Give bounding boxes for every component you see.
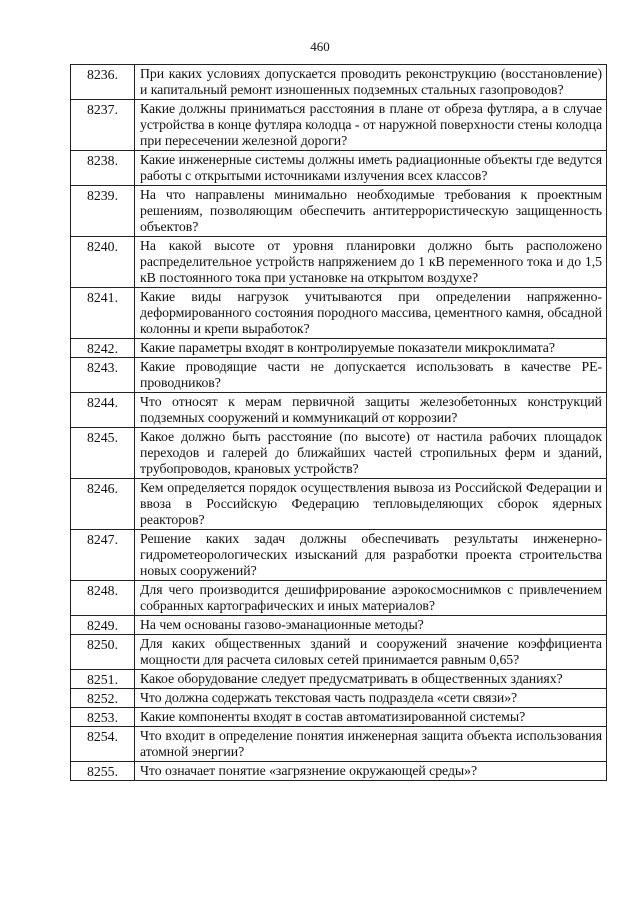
question-text: Что должна содержать текстовая часть подраздела «сети связи»? <box>135 689 607 708</box>
question-text: Для каких общественных зданий и сооружений значение коэффициента мощности для расчета силовых сетей принимается равным 0,65? <box>135 635 607 670</box>
question-text: Какие параметры входят в контролируемые показатели микроклимата? <box>135 339 607 358</box>
table-row <box>71 635 607 670</box>
question-text: Кем определяется порядок осуществления вывоза из Российской Федерации и ввоза в Российскую Федерацию тепловыделяющих сборок ядерных реакторов? <box>135 479 607 530</box>
table-row <box>71 479 607 530</box>
table-row <box>71 151 607 186</box>
question-number: 8246. <box>71 479 135 530</box>
question-text: Какое оборудование следует предусматривать в общественных зданиях? <box>135 670 607 689</box>
question-text: Решение каких задач должны обеспечивать результаты инженерно-гидрометеорологических изысканий для разработки проекта строительства новых сооружений? <box>135 530 607 581</box>
question-number: 8247. <box>71 530 135 581</box>
question-text: Что относят к мерам первичной защиты железобетонных конструкций подземных сооружений и коммуникаций от коррозии? <box>135 393 607 428</box>
question-text: Для чего производится дешифрирование аэрокосмоснимков с привлечением собранных картографических и иных материалов? <box>135 581 607 616</box>
question-text: Какие виды нагрузок учитываются при определении напряженно-деформированного состояния породного массива, цементного камня, обсадной колонны и крепи выработок? <box>135 288 607 339</box>
table-row <box>71 393 607 428</box>
question-text: На что направлены минимально необходимые требования к проектным решениям, позволяющим обеспечить антитеррористическую защищенность объектов? <box>135 186 607 237</box>
table-row <box>71 689 607 708</box>
question-number: 8251. <box>71 670 135 689</box>
question-number: 8244. <box>71 393 135 428</box>
question-number: 8245. <box>71 428 135 479</box>
question-number: 8242. <box>71 339 135 358</box>
table-row <box>71 670 607 689</box>
question-number: 8255. <box>71 762 135 781</box>
questions-table-body <box>71 65 607 781</box>
question-number: 8240. <box>71 237 135 288</box>
question-text: Какие должны приниматься расстояния в плане от обреза футляра, а в случае устройства в конце футляра колодца - от наружной поверхности стены колодца при пересечении железной дороги? <box>135 100 607 151</box>
table-row <box>71 762 607 781</box>
question-number: 8241. <box>71 288 135 339</box>
table-row <box>71 237 607 288</box>
question-number: 8249. <box>71 616 135 635</box>
question-number: 8243. <box>71 358 135 393</box>
question-text: Что означает понятие «загрязнение окружающей среды»? <box>135 762 607 781</box>
question-text: Какое должно быть расстояние (по высоте) от настила рабочих площадок переходов и галерей до ближайших частей стропильных ферм и зданий, трубопроводов, крановых устройств? <box>135 428 607 479</box>
questions-table <box>70 64 607 781</box>
table-row <box>71 100 607 151</box>
question-number: 8237. <box>71 100 135 151</box>
question-number: 8238. <box>71 151 135 186</box>
question-text: Что входит в определение понятия инженерная защита объекта использования атомной энергии? <box>135 727 607 762</box>
table-row <box>71 288 607 339</box>
question-text: Какие компоненты входят в состав автоматизированной системы? <box>135 708 607 727</box>
table-row <box>71 428 607 479</box>
question-text: Какие инженерные системы должны иметь радиационные объекты где ведутся работы с открытыми источниками излучения всех классов? <box>135 151 607 186</box>
question-number: 8253. <box>71 708 135 727</box>
question-text: Какие проводящие части не допускается использовать в качестве РЕ-проводников? <box>135 358 607 393</box>
question-number: 8236. <box>71 65 135 100</box>
question-number: 8239. <box>71 186 135 237</box>
table-row <box>71 358 607 393</box>
table-row <box>71 708 607 727</box>
table-row <box>71 727 607 762</box>
page-number: 460 <box>310 39 330 54</box>
table-row <box>71 339 607 358</box>
question-text: При каких условиях допускается проводить реконструкцию (восстановление) и капитальный ремонт изношенных подземных стальных газопроводов? <box>135 65 607 100</box>
table-row <box>71 530 607 581</box>
question-text: На какой высоте от уровня планировки должно быть расположено распределительное устройств напряжением до 1 кВ переменного тока и до 1,5 кВ постоянного тока при установке на открытом воздухе? <box>135 237 607 288</box>
table-row <box>71 581 607 616</box>
table-row <box>71 616 607 635</box>
question-number: 8252. <box>71 689 135 708</box>
question-text: На чем основаны газово-эманационные методы? <box>135 616 607 635</box>
table-row <box>71 186 607 237</box>
question-number: 8250. <box>71 635 135 670</box>
table-row <box>71 65 607 100</box>
question-number: 8248. <box>71 581 135 616</box>
question-number: 8254. <box>71 727 135 762</box>
